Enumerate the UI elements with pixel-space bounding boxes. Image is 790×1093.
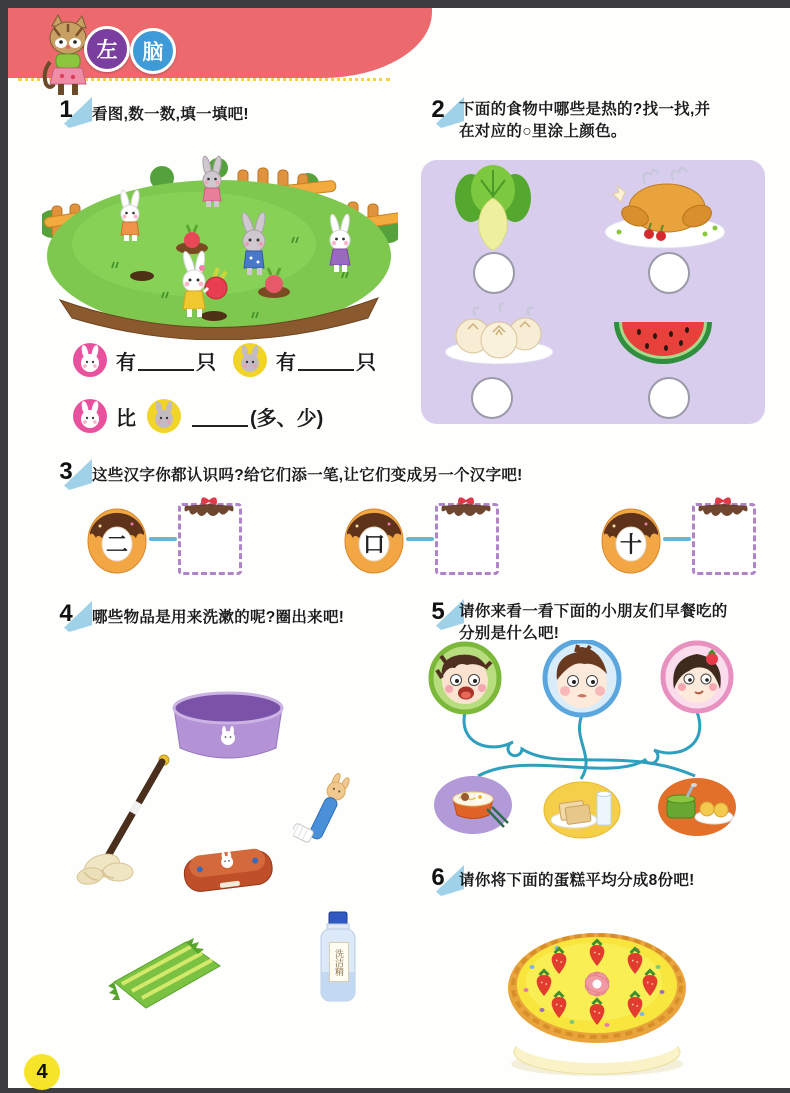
answer-box-3[interactable] [692,503,756,575]
exercise-1-number: 1 [52,94,94,130]
detergent-label: 洗洁精 [329,942,349,982]
color-circle-buns[interactable] [471,377,513,419]
watermelon-icon [611,308,715,364]
white-rabbit-icon [72,342,108,378]
exercise-6-title: 请你将下面的蛋糕平均分成8份吧! [459,872,695,889]
cabbage-icon [451,164,535,252]
detergent-bottle-icon[interactable] [315,910,361,1006]
basin-icon[interactable] [170,686,286,770]
unit-label: 只 [196,351,216,374]
white-rabbit-icon [72,398,108,434]
ex1-compare-row [72,398,323,434]
page-edge-left [0,0,8,1093]
color-circle-watermelon[interactable] [648,377,690,419]
hot-food-panel [421,160,765,424]
exercise-3-title: 这些汉字你都认识吗?给它们添一笔,让它们变成另一个汉字吧! [92,467,523,484]
right-brain-badge [130,28,176,74]
exercise-2-number: 2 [424,94,466,130]
hanzi-char: 二 [105,532,129,557]
left-brain-badge-label: 左 [96,39,118,62]
left-brain-badge [84,26,130,72]
exercise-5-title-line2: 分别是什么吧! [459,625,560,642]
mop-icon[interactable] [68,752,178,892]
exercise-5-title-line1: 请你来看一看下面的小朋友们早餐吃的 [459,603,728,620]
toothbrush-icon[interactable] [293,772,353,864]
donut-pair-1 [86,502,242,576]
meal-porridge-buns [658,778,736,836]
strawberry-cake-illustration[interactable] [502,912,692,1080]
meal-noodle-bowl [434,776,512,834]
answer-blank-white-count[interactable] [138,349,194,371]
donut-icon [343,502,405,576]
page-number-badge [24,1054,60,1090]
exercise-6-number: 6 [424,862,466,898]
color-circle-cabbage[interactable] [473,252,515,294]
color-circle-chicken[interactable] [648,252,690,294]
connector-line [406,537,434,541]
kid-boy-blue [545,641,619,715]
soap-box-icon[interactable] [178,838,278,900]
rabbit-garden-illustration [42,148,398,340]
has-label: 有 [116,351,136,374]
answer-blank-compare[interactable] [192,405,248,427]
hanzi-char: 十 [619,532,643,557]
donut-icon [86,502,148,576]
exercise-2-title-line2: 在对应的○里涂上颜色。 [459,123,627,140]
page-number: 4 [36,1060,48,1083]
has-label: 有 [276,351,296,374]
answer-blank-gray-count[interactable] [298,349,354,371]
towel-icon[interactable] [88,924,228,1016]
page-edge-top [0,0,790,8]
kid-boy-green [431,644,499,712]
meal-toast-milk [544,782,620,838]
page-edge-bottom [0,1088,790,1093]
exercise-3-number: 3 [52,456,94,492]
ex1-count-row [72,342,376,378]
kid-girl-pink [663,643,731,711]
box-decoration-icon [432,492,502,518]
steamed-buns-icon [441,302,557,366]
donut-pair-3 [600,502,756,576]
gray-rabbit-icon [232,342,268,378]
box-decoration-icon [175,492,245,518]
hanzi-char: 口 [362,532,386,557]
exercise-4-number: 4 [52,598,94,634]
roast-chicken-icon [597,166,733,252]
connector-line [663,537,691,541]
answer-box-1[interactable] [178,503,242,575]
exercise-4-title: 哪些物品是用来洗漱的呢?圈出来吧! [92,609,345,626]
compare-options-label: (多、少) [250,407,324,430]
compare-label: 比 [116,407,136,430]
connector-line [149,537,177,541]
exercise-5-number: 5 [424,596,466,632]
donut-icon [600,502,662,576]
unit-label: 只 [356,351,376,374]
donut-pair-2 [343,502,499,576]
box-decoration-icon [689,492,759,518]
breakfast-matching-illustration [418,640,780,856]
answer-box-2[interactable] [435,503,499,575]
right-brain-badge-label: 脑 [142,41,164,64]
exercise-1-title: 看图,数一数,填一填吧! [92,106,249,123]
string-blue-kid[interactable] [579,715,586,779]
exercise-2-title-line1: 下面的食物中哪些是热的?找一找,并 [459,101,711,118]
gray-rabbit-icon [146,398,182,434]
